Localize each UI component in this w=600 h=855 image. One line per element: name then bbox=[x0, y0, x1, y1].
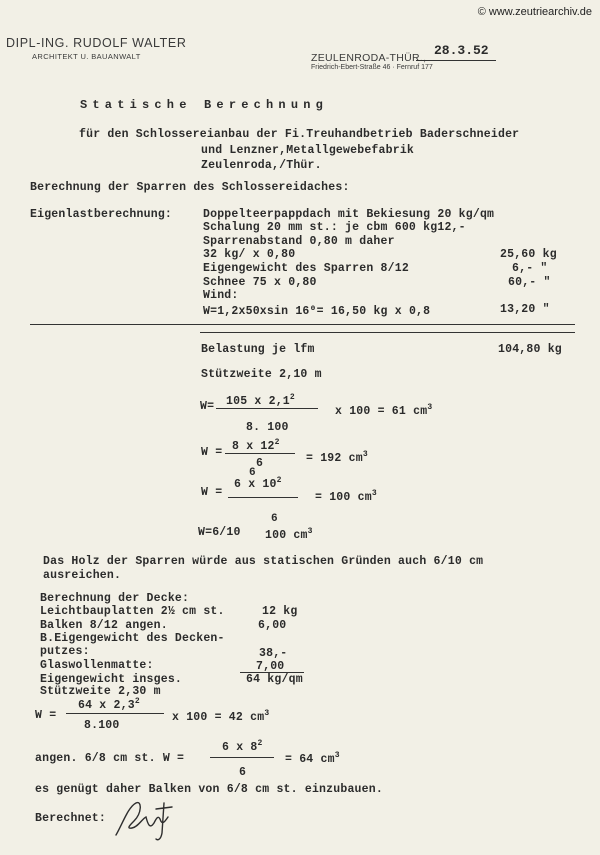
formula-numerator: 6 x $8^2$ bbox=[222, 739, 263, 754]
letterhead-city: ZEULENRODA-THÜR., bbox=[311, 52, 427, 64]
letterhead-date: 28.3.52 bbox=[434, 43, 489, 58]
formula-result: = 64 $cm^3$ bbox=[285, 751, 340, 766]
decke-value: 64 kg/qm bbox=[246, 673, 303, 686]
decke-item: B.Eigengewicht des Decken- bbox=[40, 632, 225, 645]
formula-result: x 100 = 42 $cm^3$ bbox=[172, 709, 270, 724]
belastung-label: Belastung je lfm bbox=[201, 343, 315, 356]
formula-exponent: 6 bbox=[249, 467, 256, 479]
letterhead-name: DIPL-ING. RUDOLF WALTER bbox=[6, 36, 187, 50]
conclusion-line-2: ausreichen. bbox=[43, 569, 122, 582]
load-value: 60,- " bbox=[508, 276, 551, 289]
formula-denominator: 8. 100 bbox=[246, 421, 289, 434]
decke-item: Leichtbauplatten 2½ cm st. bbox=[40, 605, 225, 618]
formula-lhs: W = bbox=[201, 446, 223, 459]
formula-lhs: W= bbox=[200, 400, 215, 413]
formula-lhs: W = bbox=[35, 709, 57, 722]
fraction-bar bbox=[228, 497, 298, 498]
decke-item: Glaswollenmatte: bbox=[40, 659, 154, 672]
decke-value: 38,- bbox=[259, 647, 288, 660]
formula-prefix: angen. 6/8 cm st. W = bbox=[35, 752, 185, 765]
formula-denominator: 6 bbox=[239, 766, 247, 779]
conclusion-2: es genügt daher Balken von 6/8 cm st. einzubauen. bbox=[35, 783, 383, 796]
decke-item: putzes: bbox=[40, 645, 90, 658]
load-label: Eigenlastberechnung: bbox=[30, 208, 173, 221]
load-item: Eigengewicht des Sparren 8/12 bbox=[203, 262, 409, 275]
formula-lhs: W = bbox=[201, 486, 223, 499]
formula-exponent: 6 bbox=[271, 513, 278, 525]
signature-label: Berechnet: bbox=[35, 812, 107, 825]
formula-numerator: 105 x $2,1^2$ bbox=[226, 393, 295, 408]
decke-item: Balken 8/12 angen. bbox=[40, 619, 168, 632]
formula-result: 100 $cm^3$ bbox=[265, 527, 313, 542]
sum-divider bbox=[30, 324, 575, 325]
letterhead-address: Friedrich-Ebert-Straße 46 · Fernruf 177 bbox=[311, 64, 433, 71]
signature-image bbox=[112, 795, 182, 845]
subject-line-1: für den Schlossereianbau der Fi.Treuhandbetrieb Baderschneider bbox=[79, 128, 520, 141]
stuetzweite-2: Stützweite 2,30 m bbox=[40, 685, 161, 698]
conclusion-line-1: Das Holz der Sparren würde aus statischen Gründen auch 6/10 cm bbox=[43, 555, 484, 568]
load-item: Doppelteerpappdach mit Bekiesung 20 kg/qm bbox=[203, 208, 495, 221]
fraction-bar bbox=[66, 713, 164, 714]
formula-numerator: 6 x $10^2$ bbox=[234, 476, 282, 491]
belastung-value: 104,80 kg bbox=[498, 343, 562, 356]
stuetzweite-1: Stützweite 2,10 m bbox=[201, 368, 322, 381]
load-item: Sparrenabstand 0,80 m daher bbox=[203, 235, 395, 248]
decke-value: 7,00 bbox=[256, 660, 285, 673]
formula-result: = 192 $cm^3$ bbox=[306, 450, 368, 465]
formula-result: = 100 $cm^3$ bbox=[315, 489, 377, 504]
page-title: Statische Berechnung bbox=[80, 98, 329, 112]
load-item: Wind: bbox=[203, 289, 239, 302]
decke-title: Berechnung der Decke: bbox=[40, 592, 190, 605]
subject-line-3: Zeulenroda,/Thür. bbox=[201, 159, 322, 172]
decke-item: Eigengewicht insges. bbox=[40, 673, 183, 686]
load-item: Schalung 20 mm st.: je cbm 600 kg12,- bbox=[203, 221, 466, 234]
load-item: 32 kg/ x 0,80 bbox=[203, 248, 296, 261]
load-value: 25,60 kg bbox=[500, 248, 557, 261]
load-value: 6,- " bbox=[512, 262, 548, 275]
formula-numerator: 8 x $12^2$ bbox=[232, 438, 280, 453]
fraction-bar bbox=[210, 757, 274, 758]
fraction-bar bbox=[216, 408, 318, 409]
load-item: Schnee 75 x 0,80 bbox=[203, 276, 317, 289]
load-value: 13,20 " bbox=[500, 303, 550, 316]
formula-denominator: 8.100 bbox=[84, 719, 120, 732]
date-line bbox=[416, 60, 496, 61]
formula-numerator: 64 x $2,3^2$ bbox=[78, 697, 140, 712]
formula-result: x 100 = 61 $cm^3$ bbox=[335, 403, 433, 418]
decke-value: 12 kg bbox=[262, 605, 298, 618]
formula-denominator: 6 bbox=[256, 457, 264, 470]
formula-lhs: W=6/10 bbox=[198, 526, 241, 539]
decke-value: 6,00 bbox=[258, 619, 287, 632]
sum-divider-2 bbox=[200, 332, 575, 333]
fraction-bar bbox=[225, 453, 295, 454]
subject-line-2: und Lenzner,Metallgewebefabrik bbox=[201, 144, 415, 157]
load-item: W=1,2x50xsin 16⁰= 16,50 kg x 0,8 bbox=[203, 305, 431, 318]
letterhead-title: ARCHITEKT U. BAUANWALT bbox=[32, 52, 141, 61]
watermark: © www.zeutriearchiv.de bbox=[477, 6, 592, 18]
section-title: Berechnung der Sparren des Schlossereidaches: bbox=[30, 181, 350, 194]
